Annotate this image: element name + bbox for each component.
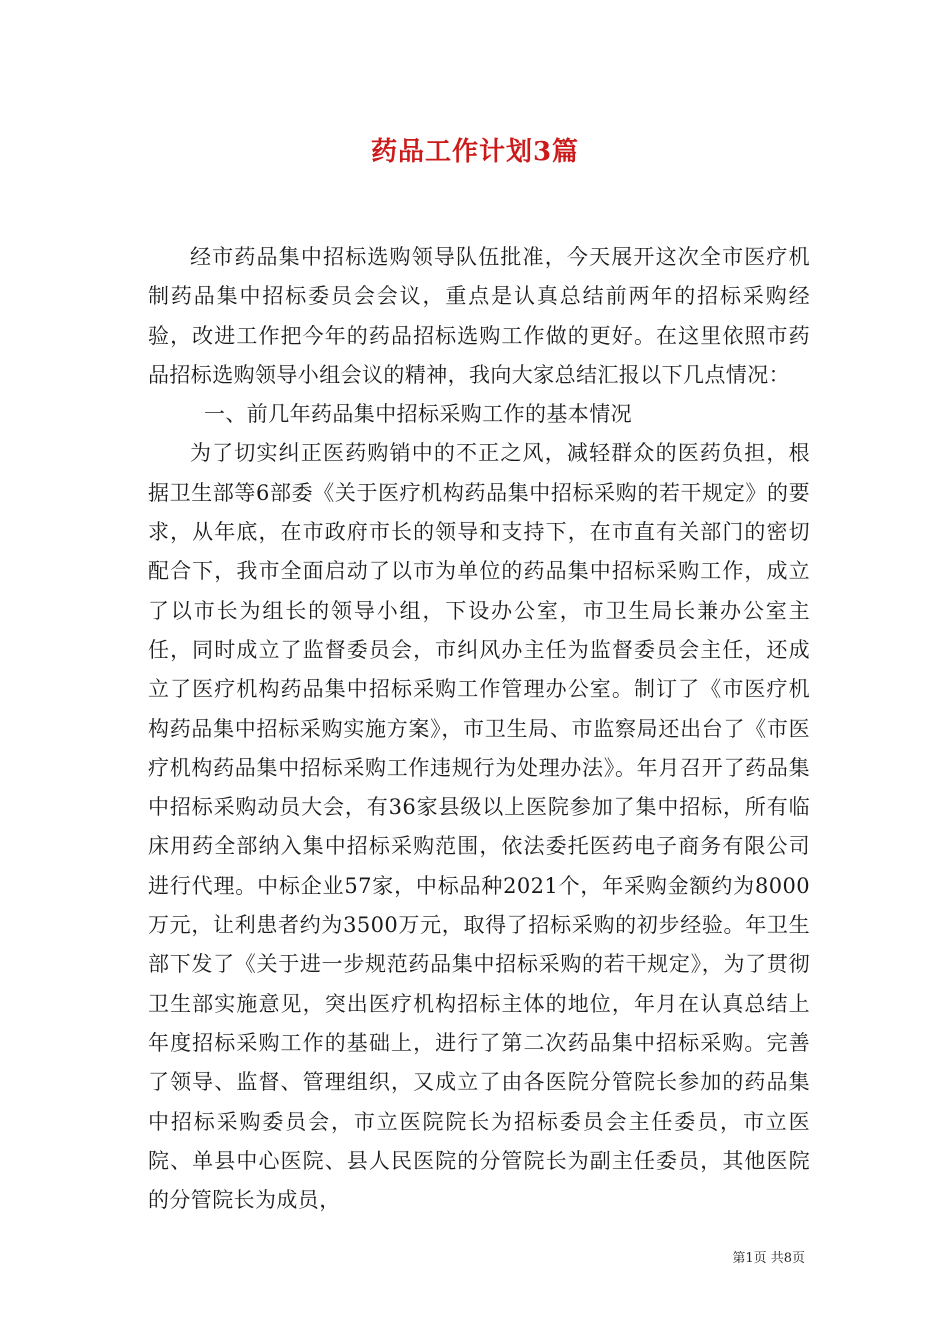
page-number-footer: 第1页 共8页 — [732, 1251, 805, 1266]
section-heading: 一、前几年药品集中招标采购工作的基本情况 — [204, 402, 632, 427]
document-body — [148, 238, 810, 1220]
body-paragraph: 为了切实纠正医药购销中的不正之风，减轻群众的医药负担，根据卫生部等6部委《关于医疗机构药品集中招标采购的若干规定》的要求，从年底，在市政府市长的领导和支持下，在市直有关部门的密切配合下，我市全面启动了以市为单位的药品集中招标采购工作，成立了以市长为组长的领导小组，下设办公室，市卫生局长兼办公室主任，同时成立了监督委员会，市纠风办主任为监督委员会主任，还成立了医疗机构药品集中招标采购工作管理办公室。制订了《市医疗机构药品集中招标采购实施方案》，市卫生局、市监察局还出台了《市医疗机构药品集中招标采购工作违规行为处理办法》。年月召开了药品集中招标采购动员大会，有36家县级以上医院参加了集中招标，所有临床用药全部纳入集中招标采购范围，依法委托医药电子商务有限公司进行代理。中标企业57家，中标品种2021个，年采购金额约为8000万元，让利患者约为3500万元，取得了招标采购的初步经验。年卫生部下发了《关于进一步规范药品集中招标采购的若干规定》，为了贯彻卫生部实施意见，突出医疗机构招标主体的地位，年月在认真总结上年度招标采购工作的基础上，进行了第二次药品集中招标采购。完善了领导、监督、管理组织，又成立了由各医院分管院长参加的药品集中招标采购委员会，市立医院院长为招标委员会主任委员，市立医院、单县中心医院、县人民医院的分管院长为副主任委员，其他医院的分管院长为成员， — [148, 441, 810, 1213]
intro-paragraph: 经市药品集中招标选购领导队伍批准，今天展开这次全市医疗机制药品集中招标委员会会议，重点是认真总结前两年的招标采购经验，改进工作把今年的药品招标选购工作做的更好。在这里依照市药品招标选购领导小组会议的精神，我向大家总结汇报以下几点情况： — [148, 245, 810, 387]
document-title: 药品工作计划3篇 — [370, 137, 580, 167]
